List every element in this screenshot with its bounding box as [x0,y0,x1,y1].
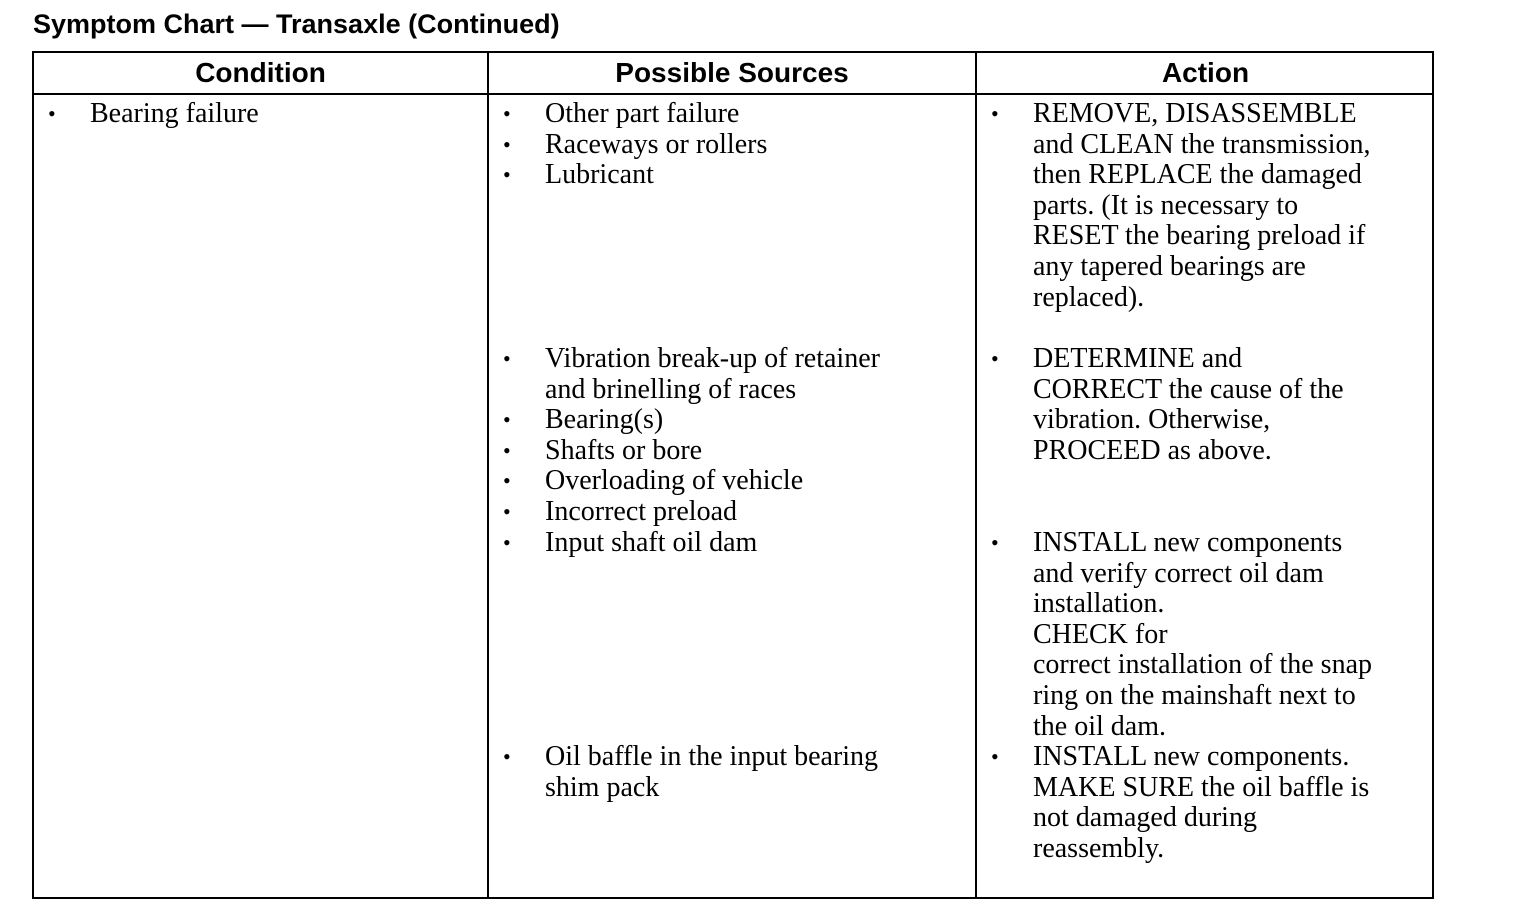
bullet-icon: • [991,101,999,126]
page-title: Symptom Chart — Transaxle (Continued) [33,9,560,39]
bullet-icon: • [503,437,511,463]
source-item: • Bearing(s) [503,404,664,436]
bullet-icon: • [991,744,999,769]
source-item: • Overloading of vehicle [503,465,804,497]
condition-item: • Bearing failure [48,98,259,129]
bullet-icon: • [991,346,999,371]
bullet-icon: • [503,468,511,494]
bullet-icon: • [503,744,511,769]
source-item: • Raceways or rollers [503,128,768,160]
source-item: • Incorrect preload [503,495,737,527]
symptom-chart-table [32,51,1434,899]
bullet-icon: • [503,346,511,371]
bullet-icon: • [991,530,999,555]
bullet-icon: • [503,407,511,433]
column-header-action: Action [1161,57,1250,88]
source-item: • Shafts or bore [503,434,703,466]
source-item: • Other part failure [503,98,740,129]
bullet-icon: • [503,498,511,524]
source-item: • Input shaft oil dam [503,526,758,558]
source-item: • Lubricant [503,159,654,191]
action-1 [977,99,1371,313]
bullet-icon: • [503,131,511,157]
bullet-icon: • [503,101,511,126]
action-item: • INSTALL new components and verify correct oil dam installation. CHECK for correct installation of the snap ring on the mainshaft next to the oil dam. [991,527,1372,742]
source-item: • Vibration break-up of retainer and brinelling of races [503,343,880,405]
source-item: • Oil baffle in the input bearing shim pack [503,741,879,803]
header-divider [34,93,1432,95]
bullet-icon: • [503,529,511,555]
column-header-possible-sources: Possible Sources [615,57,849,88]
column-header-condition: Condition [195,57,326,88]
action-item: • REMOVE, DISASSEMBLE and CLEAN the transmission, then REPLACE the damaged parts. (It is necessary to RESET the bearing preload if any tapered bearings are replaced). [991,98,1371,313]
bullet-icon: • [48,101,56,126]
bullet-icon: • [503,162,511,188]
sources-group-3 [489,742,878,803]
action-4 [977,742,1369,864]
sources-group-1 [489,99,767,191]
sources-group-2 [489,344,880,558]
action-item: • DETERMINE and CORRECT the cause of the vibration. Otherwise, PROCEED as above. [991,343,1344,466]
action-item: • INSTALL new components. MAKE SURE the oil baffle is not damaged during reassembly. [991,741,1370,864]
action-2 [977,344,1344,466]
condition-list [34,99,259,130]
action-3 [977,528,1372,742]
